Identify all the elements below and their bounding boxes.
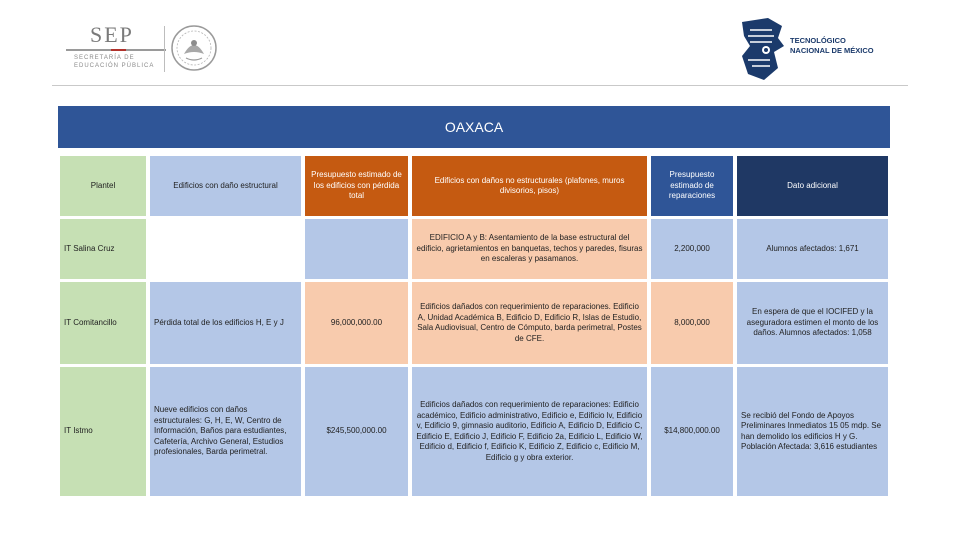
table-row-budget-buildings: [305, 219, 408, 279]
sep-subtitle-line1: SECRETARÍA DE: [74, 55, 135, 61]
table-row-budget-repairs: 2,200,000: [651, 219, 733, 279]
mexico-coat-of-arms-icon: [170, 24, 218, 72]
sep-subtitle-line2: EDUCACIÓN PÚBLICA: [74, 63, 155, 69]
table-row-plantel: IT Salina Cruz: [60, 219, 146, 279]
header-budget-buildings: Presupuesto estimado de los edificios con pérdida total: [305, 156, 408, 216]
table-row-plantel: IT Comitancillo: [60, 282, 146, 364]
tecnm-logo: [738, 16, 888, 86]
logo-divider: [164, 26, 165, 72]
table-row-plantel: IT Istmo: [60, 367, 146, 496]
header-plantel: Plantel: [60, 156, 146, 216]
table-row-additional: Alumnos afectados: 1,671: [737, 219, 888, 279]
table-row-nonstructural: Edificios dañados con requerimiento de reparaciones: Edificio académico, Edificio administrativo, Edificio e, Edificio lv, Edificio v, Edificio 9, gimnasio auditorio, Edificio A, Edificio D, Edificio C, Edificio E, Edificio J, Edificio F, Edificio 2a, Edificio L, Edificio W, Edificio d, Edificio f, Edificio K, Edificio Z, Edificio c, Edificio M, Edificio g y obra exterior.: [412, 367, 647, 496]
table-row-structural: Nueve edificios con daños estructurales: G, H, E, W, Centro de Información, Baños para estudiantes, Cafetería, Archivo General, Estudios profesionales, Barda perimetral.: [150, 367, 301, 496]
sep-divider-line: [66, 49, 166, 51]
header-budget-repairs: Presupuesto estimado de reparaciones: [651, 156, 733, 216]
tecnm-name-line2: NACIONAL DE MÉXICO: [790, 45, 874, 55]
state-title-banner: OAXACA: [58, 106, 890, 148]
header-structural-damage: Edificios con daño estructural: [150, 156, 301, 216]
table-row-budget-repairs: 8,000,000: [651, 282, 733, 364]
table-row-nonstructural: Edificios dañados con requerimiento de reparaciones. Edificio A, Unidad Académica B, Edificio D, Edificio R, Islas de Estudio, Sala Audiovisual, Centro de Cómputo, barda perimetral, Postes de CFE.: [412, 282, 647, 364]
tecnm-name-line1: TECNOLÓGICO: [790, 36, 846, 45]
table-row-structural: Pérdida total de los edificios H, E y J: [150, 282, 301, 364]
sep-logo: [62, 22, 172, 68]
table-row-structural: [150, 219, 301, 279]
tecnm-name: [790, 36, 874, 55]
table-row-nonstructural: EDIFICIO A y B: Asentamiento de la base estructural del edificio, agrietamientos en banquetas, techos y paredes, fisuras en escaleras y pasamanos.: [412, 219, 647, 279]
tecnm-eagle-icon: [738, 16, 786, 82]
table-row-additional: En espera de que el IOCIFED y la aseguradora estimen el monto de los daños. Alumnos afectados: 1,058: [737, 282, 888, 364]
header-rule: [52, 85, 908, 86]
table-row-budget-repairs: $14,800,000.00: [651, 367, 733, 496]
table-row-budget-buildings: $245,500,000.00: [305, 367, 408, 496]
header-additional-data: Dato adicional: [737, 156, 888, 216]
sep-wordmark: SEP: [90, 22, 134, 47]
table-row-budget-buildings: 96,000,000.00: [305, 282, 408, 364]
header-nonstructural-damage: Edificios con daños no estructurales (plafones, muros divisorios, pisos): [412, 156, 647, 216]
table-row-additional: Se recibió del Fondo de Apoyos Preliminares Inmediatos 15 05 mdp. Se han demolido los edificios H y G. Población Afectada: 3,616 estudiantes: [737, 367, 888, 496]
